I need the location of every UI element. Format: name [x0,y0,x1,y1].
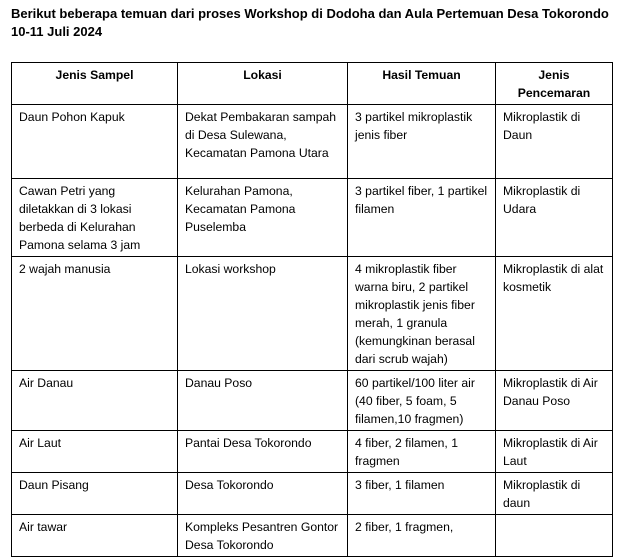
cell-jenis-pencemaran: Mikroplastik di Air Danau Poso [496,371,613,431]
cell-lokasi: Kompleks Pesantren Gontor Desa Tokorondo [178,515,348,557]
cell-jenis-pencemaran: Mikroplastik di Air Laut [496,431,613,473]
cell-hasil-temuan: 3 partikel fiber, 1 partikel filamen [348,179,496,257]
header-lokasi: Lokasi [178,63,348,105]
cell-hasil-temuan: 4 fiber, 2 filamen, 1 fragmen [348,431,496,473]
cell-jenis-sampel: Air Danau [12,371,178,431]
findings-table [11,62,613,557]
cell-lokasi: Pantai Desa Tokorondo [178,431,348,473]
cell-lokasi: Kelurahan Pamona, Kecamatan Pamona Puselemba [178,179,348,257]
table-row [12,473,613,515]
cell-lokasi: Desa Tokorondo [178,473,348,515]
cell-hasil-temuan: 3 fiber, 1 filamen [348,473,496,515]
cell-jenis-sampel: Cawan Petri yang diletakkan di 3 lokasi berbeda di Kelurahan Pamona selama 3 jam [12,179,178,257]
cell-jenis-pencemaran: Mikroplastik di alat kosmetik [496,257,613,371]
cell-hasil-temuan: 2 fiber, 1 fragmen, [348,515,496,557]
table-row [12,515,613,557]
cell-lokasi: Lokasi workshop [178,257,348,371]
cell-lokasi: Dekat Pembakaran sampah di Desa Sulewana, Kecamatan Pamona Utara [178,105,348,179]
cell-lokasi: Danau Poso [178,371,348,431]
table-row [12,371,613,431]
table-row [12,179,613,257]
cell-jenis-sampel: Air tawar [12,515,178,557]
cell-jenis-pencemaran: Mikroplastik di Daun [496,105,613,179]
cell-jenis-sampel: 2 wajah manusia [12,257,178,371]
cell-jenis-sampel: Daun Pisang [12,473,178,515]
header-jenis-sampel: Jenis Sampel [12,63,178,105]
heading-line-2: 10-11 Juli 2024 [11,24,103,39]
cell-jenis-sampel: Air Laut [12,431,178,473]
heading-line-1: Berikut beberapa temuan dari proses Workshop di Dodoha dan Aula Pertemuan Desa Tokorondo [11,6,609,21]
cell-hasil-temuan: 60 partikel/100 liter air (40 fiber, 5 foam, 5 filamen,10 fragmen) [348,371,496,431]
cell-hasil-temuan: 4 mikroplastik fiber warna biru, 2 partikel mikroplastik jenis fiber merah, 1 granula (kemungkinan berasal dari scrub wajah) [348,257,496,371]
document-heading [11,5,616,41]
cell-jenis-sampel: Daun Pohon Kapuk [12,105,178,179]
table-row [12,105,613,179]
table-header-row [12,63,613,105]
cell-jenis-pencemaran: Mikroplastik di daun [496,473,613,515]
table-row [12,257,613,371]
cell-jenis-pencemaran: Mikroplastik di Udara [496,179,613,257]
table-row [12,431,613,473]
header-hasil-temuan: Hasil Temuan [348,63,496,105]
header-jenis-pencemaran: Jenis Pencemaran [496,63,613,105]
cell-hasil-temuan: 3 partikel mikroplastik jenis fiber [348,105,496,179]
cell-jenis-pencemaran [496,515,613,557]
